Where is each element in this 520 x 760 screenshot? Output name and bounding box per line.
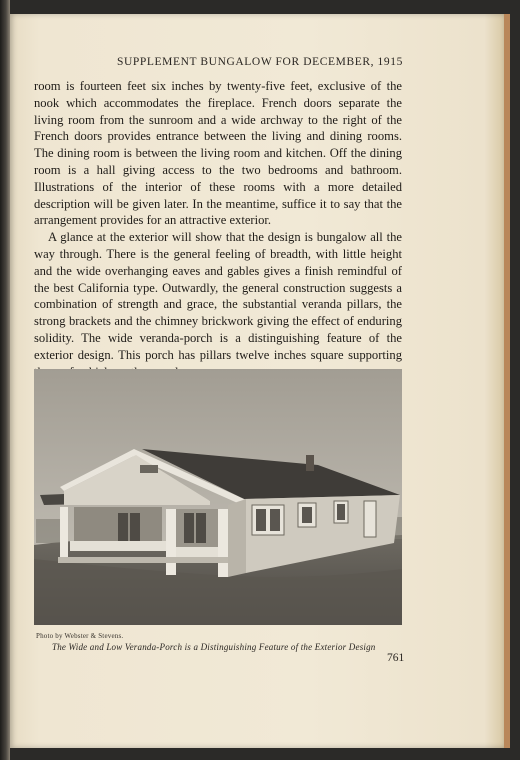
page-number: 761: [387, 652, 405, 664]
book-spine: [0, 0, 10, 760]
photo-credit: Photo by Webster & Stevens.: [36, 632, 124, 640]
paragraph-1: room is fourteen feet six inches by twenty-five feet, exclusive of the nook which accommodates the fireplace. French doors separate the living room from the sunroom and a wide archway to the right of the French doors provides entrance between the living and dining rooms. The dining room is between the living room and kitchen. Off the dining room is a hall giving access to the two bedrooms and bathroom. Illustrations of the interior of these rooms with a more detailed description will be given later. In the meantime, suffice it to say that the arrangement provides for an attractive exterior.: [34, 79, 402, 228]
article-body: [34, 78, 402, 380]
photo-caption: The Wide and Low Veranda-Porch is a Distinguishing Feature of the Exterior Design: [52, 642, 376, 652]
paragraph-2: A glance at the exterior will show that the design is bungalow all the way through. There is the general feeling of breadth, with little height and the wide overhanging eaves and gables gives a finish remindful of the best California type. Outwardly, the general construction suggests a combination of strength and grace, the substantial veranda pillars, the strong brackets and the chimney brickwork giving the effect of enduring solidity. The wide veranda-porch is a distinguishing feature of the exterior design. This porch has pillars twelve inches square supporting: [34, 230, 402, 362]
bungalow-illustration: [34, 369, 402, 625]
running-head: SUPPLEMENT BUNGALOW FOR DECEMBER, 1915: [117, 56, 403, 68]
bungalow-photo: [34, 369, 402, 625]
